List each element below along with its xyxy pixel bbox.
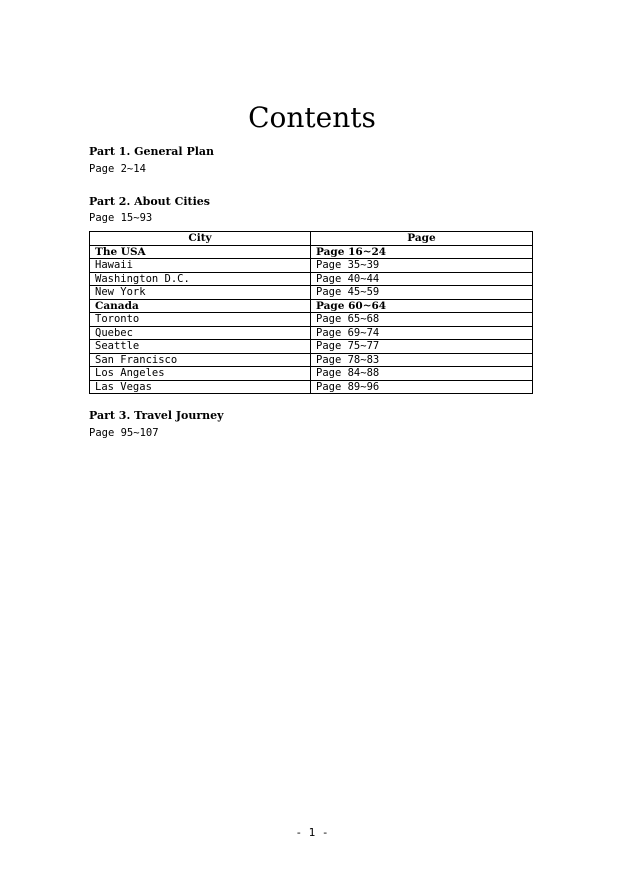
page-range-cell: Page 78~83 <box>311 353 533 367</box>
column-header-city: City <box>90 232 311 246</box>
page-range-cell: Page 16~24 <box>311 245 533 259</box>
table-row <box>90 367 533 381</box>
city-cell: Seattle <box>90 340 311 354</box>
section-pages-part-1: Page 2~14 <box>89 163 146 175</box>
city-cell: Los Angeles <box>90 367 311 381</box>
city-cell: Quebec <box>90 326 311 340</box>
page-range-cell: Page 35~39 <box>311 259 533 273</box>
table-row <box>90 259 533 273</box>
page-range-cell: Page 60~64 <box>311 299 533 313</box>
table-row <box>90 380 533 394</box>
page-range-cell: Page 45~59 <box>311 286 533 300</box>
page-range-cell: Page 65~68 <box>311 313 533 327</box>
table-header-row <box>90 232 533 246</box>
cities-table <box>89 231 533 394</box>
table-row <box>90 286 533 300</box>
page-range-cell: Page 84~88 <box>311 367 533 381</box>
city-cell: The USA <box>90 245 311 259</box>
table-row <box>90 353 533 367</box>
section-heading-part-2: Part 2. About Cities <box>89 195 210 208</box>
city-cell: Toronto <box>90 313 311 327</box>
city-cell: New York <box>90 286 311 300</box>
page-title: Contents <box>248 101 376 134</box>
column-header-page: Page <box>311 232 533 246</box>
city-cell: Hawaii <box>90 259 311 273</box>
table-row <box>90 340 533 354</box>
table-row <box>90 299 533 313</box>
table-row <box>90 326 533 340</box>
section-pages-part-3: Page 95~107 <box>89 427 159 439</box>
city-cell: Las Vegas <box>90 380 311 394</box>
city-cell: San Francisco <box>90 353 311 367</box>
page-number: - 1 - <box>295 826 329 839</box>
city-cell: Canada <box>90 299 311 313</box>
table-row <box>90 245 533 259</box>
table-row <box>90 313 533 327</box>
page-range-cell: Page 69~74 <box>311 326 533 340</box>
section-heading-part-1: Part 1. General Plan <box>89 145 215 158</box>
city-cell: Washington D.C. <box>90 272 311 286</box>
table-row <box>90 272 533 286</box>
page-range-cell: Page 89~96 <box>311 380 533 394</box>
section-pages-part-2: Page 15~93 <box>89 212 153 224</box>
section-heading-part-3: Part 3. Travel Journey <box>89 409 224 422</box>
page-range-cell: Page 75~77 <box>311 340 533 354</box>
page-range-cell: Page 40~44 <box>311 272 533 286</box>
table-body <box>90 245 533 394</box>
